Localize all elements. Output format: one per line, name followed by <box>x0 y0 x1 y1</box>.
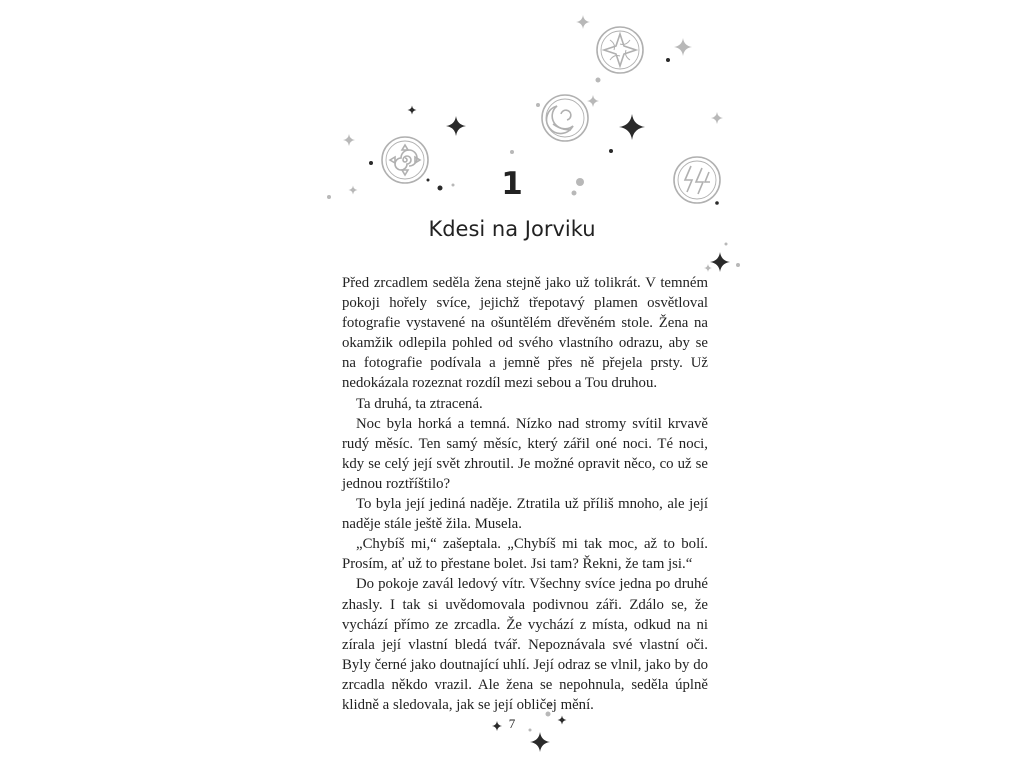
paragraph: Do pokoje zavál ledový vítr. Všechny svíce jedna po druhé zhasly. I tak si uvědomovala podivnou záři. Zdálo se, že vychází přímo ze zrcadla. Že vychází z místa, odkud na ni zírala její vlastní bledá tvář. Nepoznávala své vlastní oči. Byly černé jako doutnající uhlí. Její odraz se vlnil, jako by do zrcadla někdo vrazil. Ale žena se nepohnula, seděla úplně klidně a sledovala, jak se její obličej mění. <box>342 576 708 713</box>
moon-rune-icon <box>542 95 588 141</box>
star-compass-rune-icon <box>597 27 643 73</box>
page-number: 7 <box>508 716 516 731</box>
chapter-title: Kdesi na Jorviku <box>428 217 596 241</box>
paragraph: „Chybíš mi,“ zašeptala. „Chybíš mi tak moc, až to bolí. Prosím, ať už to přestane bolet. Jsi tam? Řekni, že tam jsi.“ <box>342 536 708 573</box>
chapter-number: 1 <box>501 166 523 202</box>
paragraph: To byla její jediná naděje. Ztratila už příliš mnoho, ale její naděje stále ještě žila. Musela. <box>342 496 708 533</box>
paragraph: Noc byla horká a temná. Nízko nad stromy svítil krvavě rudý měsíc. Ten samý měsíc, který zářil oné noci. Té noci, kdy se celý její svět zhroutil. Je možné opravit něco, co už se jednou roztříštilo? <box>342 415 708 492</box>
paragraph: Před zrcadlem seděla žena stejně jako už tolikrát. V temném pokoji hořely svíce, jejichž třepotavý plamen osvětloval fotografie vystavené na ošuntělém dřevěném stole. Žena na okamžik odlepila pohled od svého vlastního odrazu, aby se na fotografie podívala a jemně přes ně přejela prsty. Už nedokázala rozeznat rozdíl mezi sebou a Tou druhou. <box>342 275 708 392</box>
paragraph: Ta druhá, ta ztracená. <box>356 395 483 412</box>
chapter-body <box>342 273 708 715</box>
